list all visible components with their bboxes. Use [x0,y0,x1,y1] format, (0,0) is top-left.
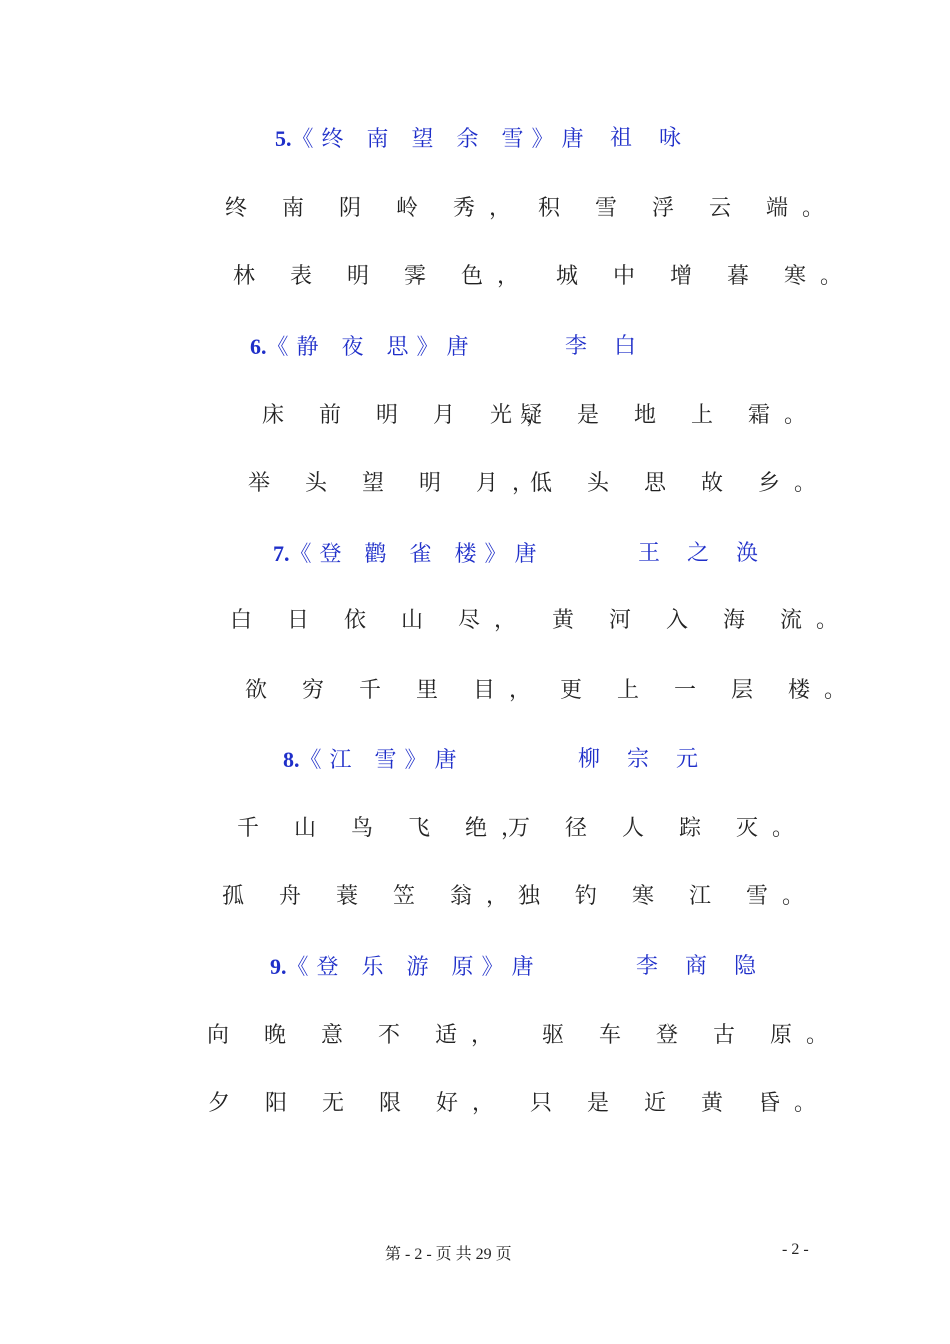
poem-author: 祖 咏 [610,126,691,151]
footer-page-info: 第 - 2 - 页 共 29 页 [385,1246,512,1263]
poem-title: 《登 鹳 雀 楼》唐 [289,542,545,567]
footer-page-number: - 2 - [782,1241,809,1258]
poem-number: 7. [273,541,290,566]
line-first-half: 林 表 明 霁 色， [233,264,533,289]
line-first-half: 白 日 依 山 尽， [230,608,530,633]
poem-title: 《终 南 望 余 雪》唐 [291,127,592,152]
line-second-half: 城 中 增 暮 寒。 [556,264,856,289]
line-second-half: 低 头 思 故 乡。 [530,471,830,496]
line-second-half: 只 是 近 黄 昏。 [530,1091,830,1116]
poem-author: 柳 宗 元 [578,747,708,772]
line-first-half: 孤 舟 蓑 笠 翁， [222,884,522,909]
line-first-half: 床 前 明 月 光， [262,403,562,428]
line-first-half: 举 头 望 明 月， [248,471,548,496]
line-second-half: 独 钓 寒 江 雪。 [518,884,818,909]
poem-number: 8. [283,747,300,772]
line-second-half: 黄 河 入 海 流。 [552,608,852,633]
line-second-half: 驱 车 登 古 原。 [542,1023,842,1048]
line-second-half: 万 径 人 踪 灭。 [508,816,808,841]
line-first-half: 欲 穷 千 里 目， [245,678,545,703]
poem-author: 李 商 隐 [636,954,766,979]
poem-author: 李 白 [565,334,646,359]
line-second-half: 疑 是 地 上 霜。 [520,403,820,428]
line-first-half: 千 山 鸟 飞 绝， [237,816,537,841]
poem-title: 《江 雪》唐 [299,748,465,773]
poem-number: 6. [250,334,267,359]
page-footer [0,1241,950,1265]
poem-number: 5. [275,126,292,151]
line-first-half: 终 南 阴 岭 秀， [225,196,525,221]
line-second-half: 更 上 一 层 楼。 [560,678,860,703]
poem-number: 9. [270,954,287,979]
line-first-half: 向 晚 意 不 适， [207,1023,507,1048]
line-first-half: 夕 阳 无 限 好， [208,1091,508,1116]
line-second-half: 积 雪 浮 云 端。 [538,196,838,221]
poem-author: 王 之 涣 [638,541,768,566]
poem-title: 《静 夜 思》唐 [266,335,477,360]
poem-title: 《登 乐 游 原》唐 [286,955,542,980]
